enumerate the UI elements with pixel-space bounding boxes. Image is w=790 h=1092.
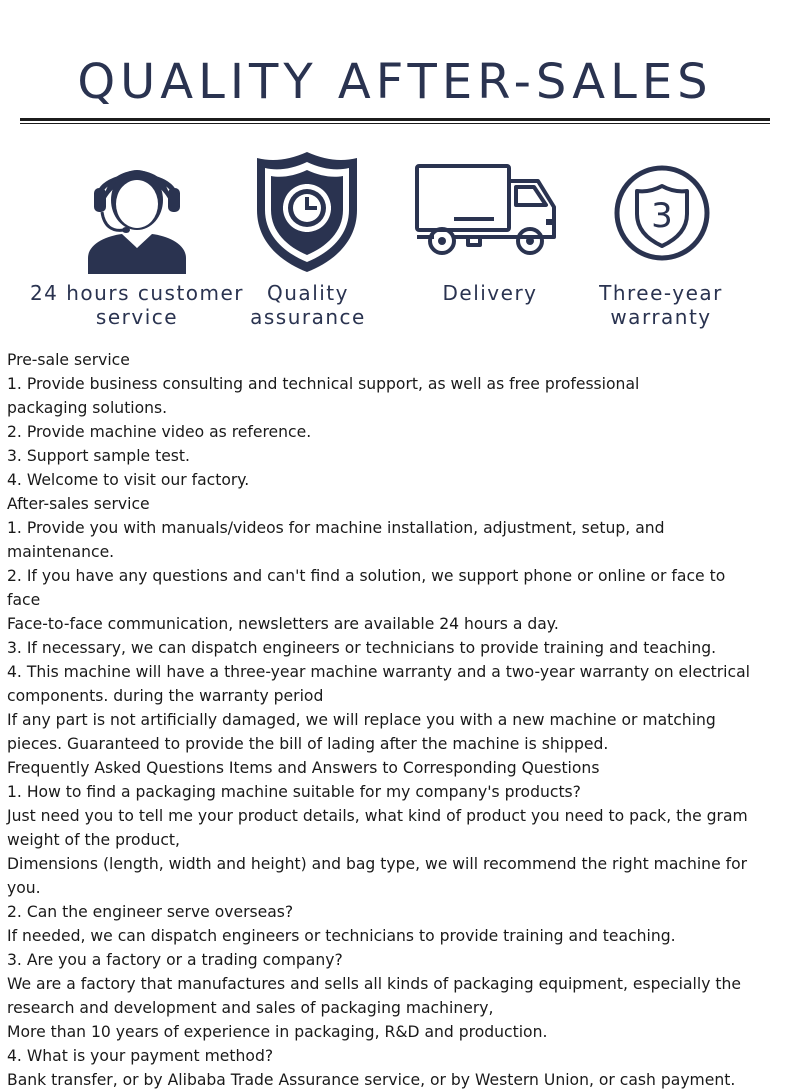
text-line: 1. How to find a packaging machine suitable for my company's products? <box>7 783 581 801</box>
text-line: 1. Provide you with manuals/videos for machine installation, adjustment, setup, and <box>7 519 665 537</box>
feature-label-quality-assurance <box>238 281 378 329</box>
feature-label-line: service <box>95 305 179 329</box>
warranty-badge-number: 3 <box>651 196 673 236</box>
text-line: components. during the warranty period <box>7 687 324 705</box>
feature-label-line: Three-year <box>599 281 723 305</box>
text-line: Bank transfer, or by Alibaba Trade Assurance service, or by Western Union, or cash payment. <box>7 1071 736 1089</box>
feature-label-customer-service <box>16 281 258 329</box>
feature-label-line: warranty <box>610 305 712 329</box>
delivery-truck-icon <box>414 163 560 259</box>
text-line: you. <box>7 879 41 897</box>
feature-label-line: Quality <box>267 281 349 305</box>
text-line: 2. If you have any questions and can't find a solution, we support phone or online or face to <box>7 567 726 585</box>
text-line: Just need you to tell me your product details, what kind of product you need to pack, the gram <box>7 807 748 825</box>
customer-service-agent-icon <box>84 150 190 274</box>
shield-clock-icon <box>255 150 359 274</box>
shield-number-three-icon <box>613 164 711 262</box>
text-line: 3. If necessary, we can dispatch engineers or technicians to provide training and teaching. <box>7 639 717 657</box>
page-title: QUALITY AFTER-SALES <box>77 54 713 110</box>
text-line: 2. Provide machine video as reference. <box>7 423 312 441</box>
text-line: pieces. Guaranteed to provide the bill of lading after the machine is shipped. <box>7 735 609 753</box>
text-line: If needed, we can dispatch engineers or technicians to provide training and teaching. <box>7 927 676 945</box>
text-line: weight of the product, <box>7 831 181 849</box>
text-line: 4. What is your payment method? <box>7 1047 274 1065</box>
text-line: After-sales service <box>7 495 150 513</box>
text-line: 3. Are you a factory or a trading company? <box>7 951 343 969</box>
text-line: Frequently Asked Questions Items and Answers to Corresponding Questions <box>7 759 600 777</box>
text-line: packaging solutions. <box>7 399 168 417</box>
feature-label-line: 24 hours customer <box>29 281 245 305</box>
feature-label-delivery <box>420 281 560 305</box>
text-line: maintenance. <box>7 543 115 561</box>
text-line: 3. Support sample test. <box>7 447 190 465</box>
title-divider-thin <box>20 123 770 124</box>
text-line: 4. This machine will have a three-year machine warranty and a two-year warranty on electrical <box>7 663 750 681</box>
text-line: 2. Can the engineer serve overseas? <box>7 903 294 921</box>
text-line: We are a factory that manufactures and sells all kinds of packaging equipment, especially the <box>7 975 741 993</box>
feature-label-line: assurance <box>250 305 366 329</box>
title-divider <box>20 118 770 121</box>
text-line: face <box>7 591 41 609</box>
text-line: 4. Welcome to visit our factory. <box>7 471 250 489</box>
text-line: More than 10 years of experience in packaging, R&D and production. <box>7 1023 548 1041</box>
text-line: 1. Provide business consulting and technical support, as well as free professional <box>7 375 640 393</box>
text-line: Face-to-face communication, newsletters are available 24 hours a day. <box>7 615 559 633</box>
text-line: research and development and sales of packaging machinery, <box>7 999 494 1017</box>
text-line: Pre-sale service <box>7 351 130 369</box>
feature-label-warranty <box>581 281 741 329</box>
text-line: Dimensions (length, width and height) and bag type, we will recommend the right machine for <box>7 855 748 873</box>
text-line: If any part is not artificially damaged, we will replace you with a new machine or matching <box>7 711 716 729</box>
service-description <box>7 348 782 1092</box>
feature-label-line: Delivery <box>442 281 538 305</box>
